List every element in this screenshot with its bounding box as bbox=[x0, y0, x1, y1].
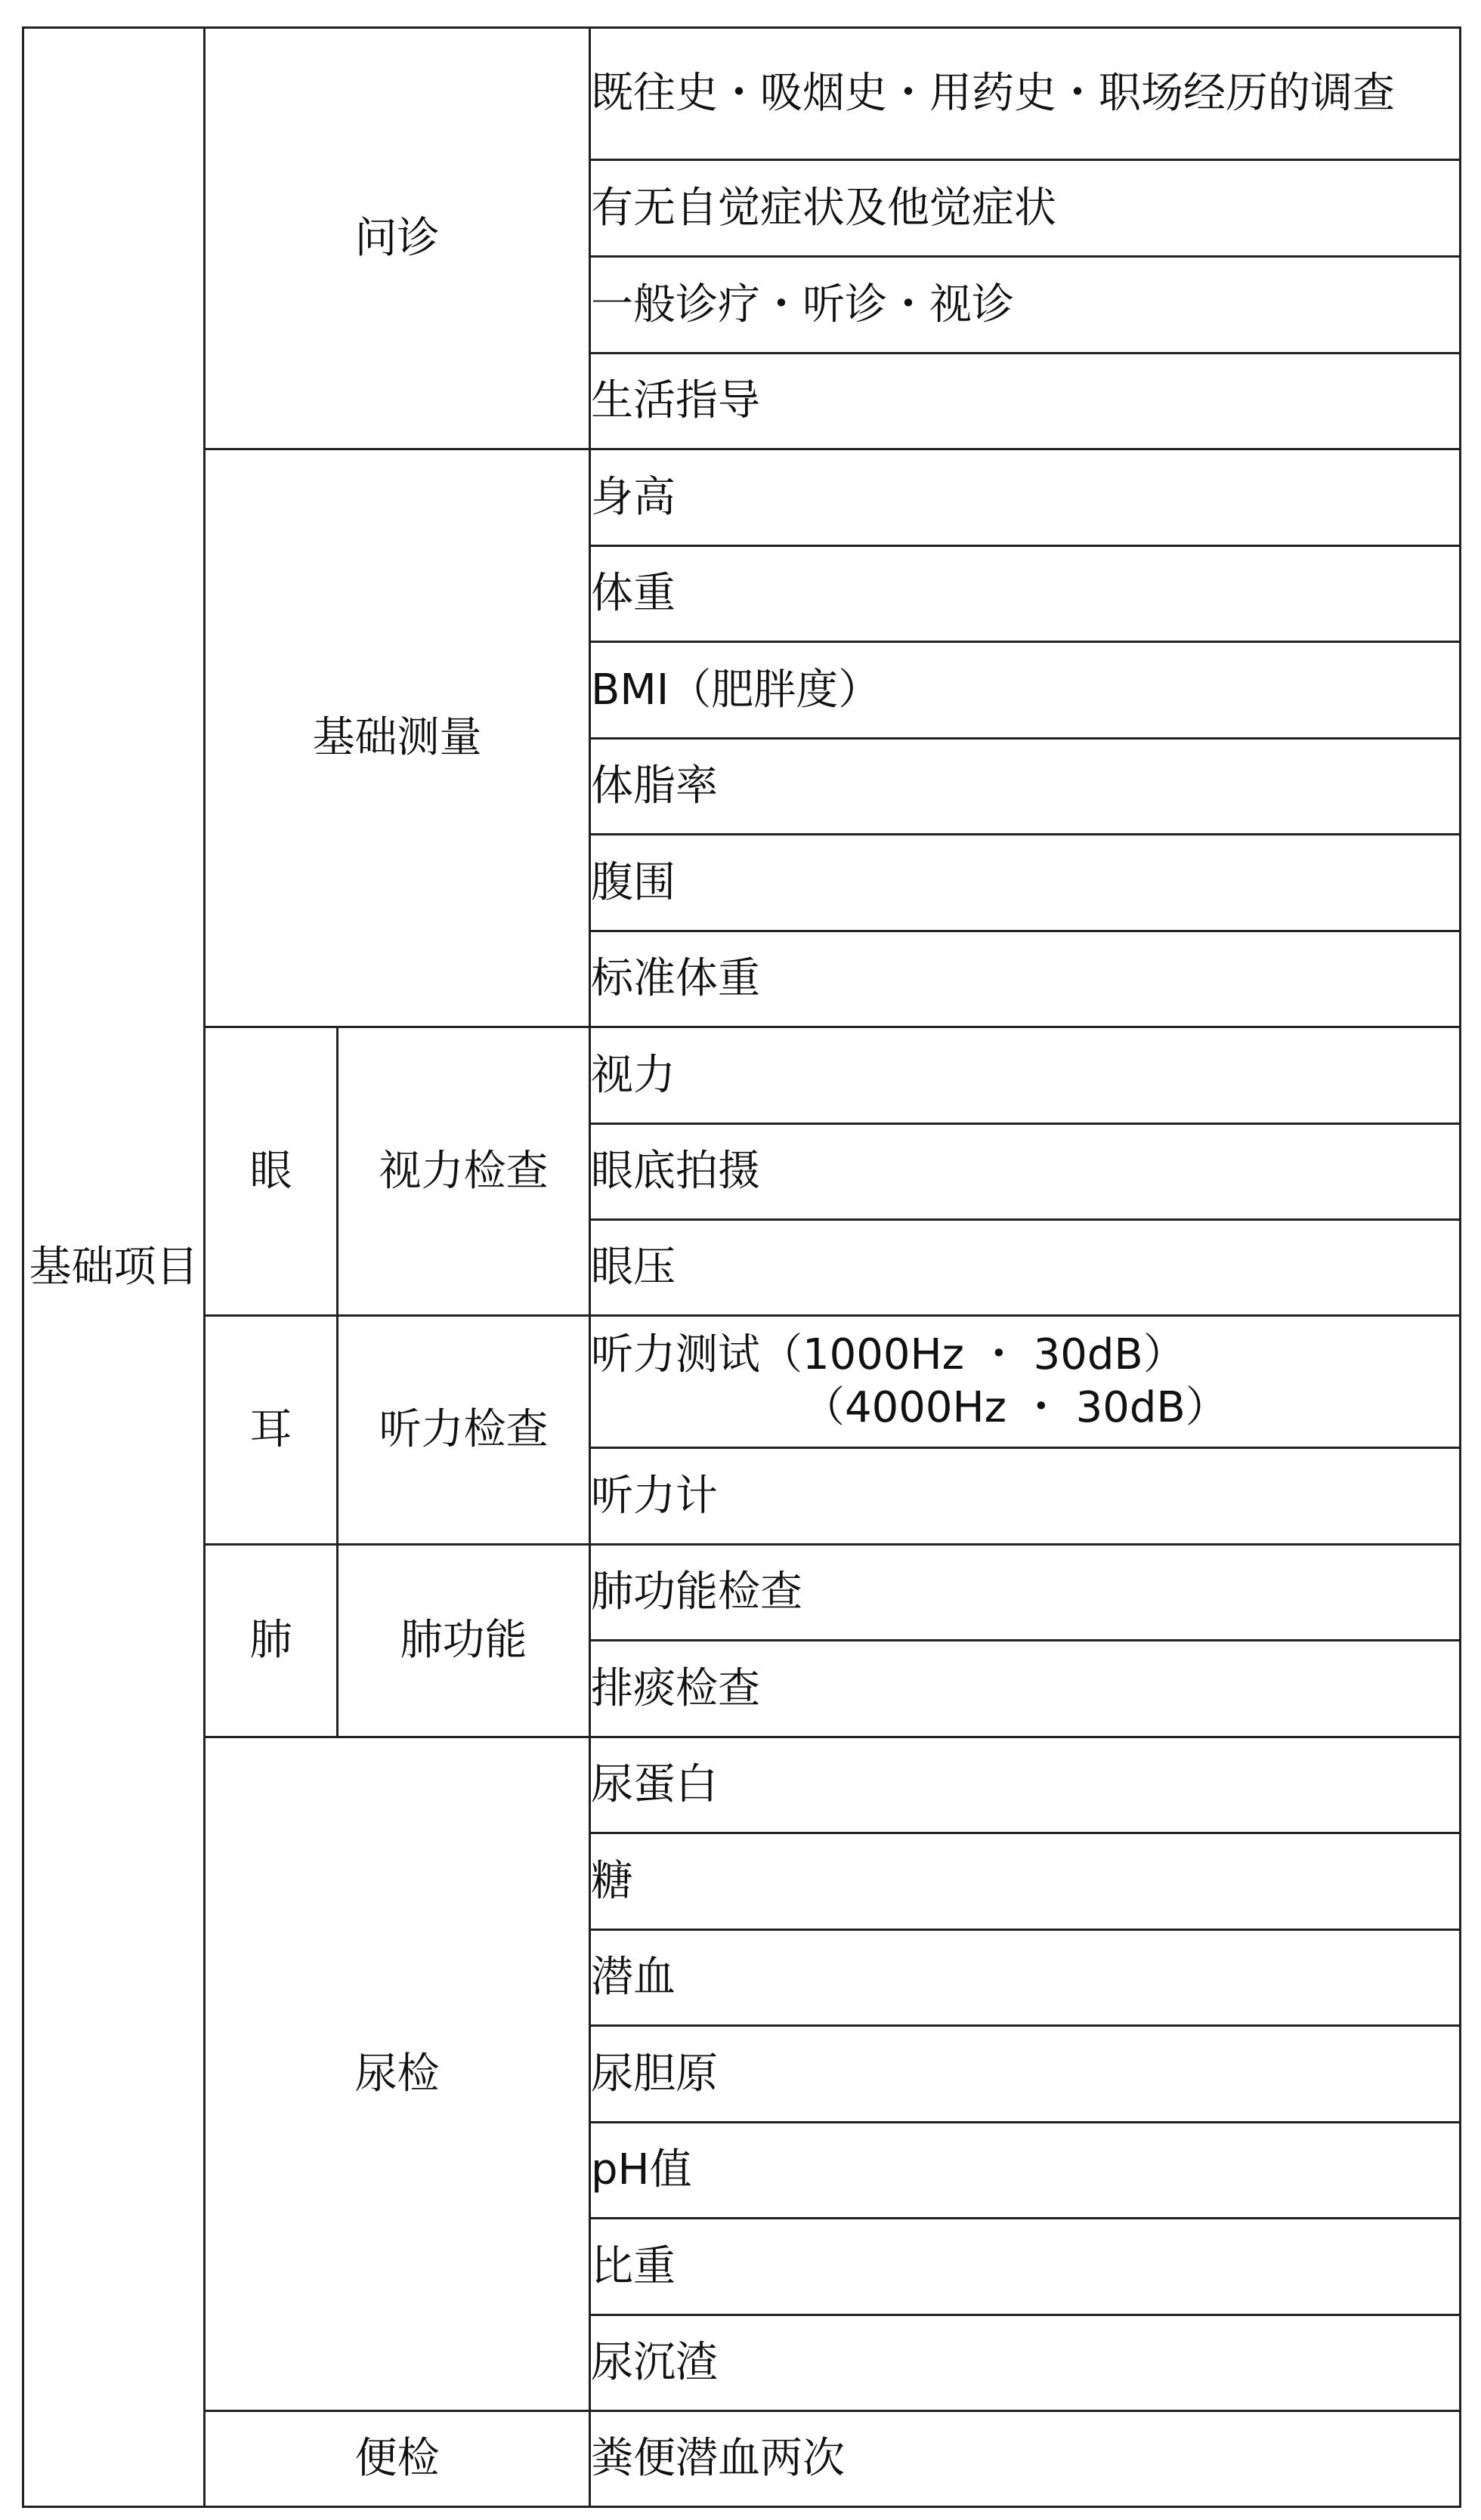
checkup-items-table bbox=[22, 26, 1461, 2508]
stool-test-label-cell: 便检 bbox=[205, 2411, 590, 2507]
urine-item: 潜血 bbox=[590, 1930, 1461, 2026]
ear-item: 听力计 bbox=[590, 1448, 1461, 1545]
urine-item: 糖 bbox=[590, 1833, 1461, 1930]
lung-item: 排痰检查 bbox=[590, 1641, 1461, 1737]
eye-test-label-cell: 视力检查 bbox=[338, 1027, 590, 1316]
eye-item: 眼底拍摄 bbox=[590, 1124, 1461, 1220]
inquiry-item: 有无自觉症状及他觉症状 bbox=[590, 160, 1461, 257]
ear-organ-cell: 耳 bbox=[205, 1316, 338, 1545]
urine-item: pH值 bbox=[590, 2123, 1461, 2219]
urine-test-label-cell: 尿检 bbox=[205, 1737, 590, 2411]
basic-measure-item: BMI（肥胖度） bbox=[590, 642, 1461, 739]
inquiry-item: 生活指导 bbox=[590, 354, 1461, 449]
eye-item: 眼压 bbox=[590, 1220, 1461, 1316]
eye-item: 视力 bbox=[590, 1027, 1461, 1124]
stool-item: 粪便潜血两次 bbox=[590, 2411, 1461, 2507]
basic-measure-item: 标准体重 bbox=[590, 931, 1461, 1027]
inquiry-label-cell: 问诊 bbox=[205, 28, 590, 449]
basic-measure-item: 体脂率 bbox=[590, 739, 1461, 835]
basic-measure-item: 体重 bbox=[590, 546, 1461, 642]
basic-measure-item: 身高 bbox=[590, 449, 1461, 546]
root-category-cell: 基础项目 bbox=[23, 28, 205, 2507]
lung-test-label-cell: 肺功能 bbox=[338, 1545, 590, 1737]
ear-item-hearing-test bbox=[590, 1316, 1461, 1448]
inquiry-item: 一般诊疗・听诊・视诊 bbox=[590, 257, 1461, 354]
basic-measure-label-cell: 基础测量 bbox=[205, 449, 590, 1027]
urine-item: 尿胆原 bbox=[590, 2026, 1461, 2123]
inquiry-item: 既往史・吸烟史・用药史・职场经历的调查 bbox=[590, 28, 1461, 160]
lung-organ-cell: 肺 bbox=[205, 1545, 338, 1737]
urine-item: 尿沉渣 bbox=[590, 2315, 1461, 2411]
ear-test-label-cell: 听力检查 bbox=[338, 1316, 590, 1545]
hearing-test-line-2: （4000Hz ・ 30dB） bbox=[802, 1383, 1228, 1432]
urine-item: 比重 bbox=[590, 2219, 1461, 2315]
basic-measure-item: 腹围 bbox=[590, 835, 1461, 931]
hearing-test-line-1: 听力测试（1000Hz ・ 30dB） bbox=[591, 1330, 1186, 1379]
urine-item: 尿蛋白 bbox=[590, 1737, 1461, 1833]
lung-item: 肺功能检查 bbox=[590, 1545, 1461, 1641]
eye-organ-cell: 眼 bbox=[205, 1027, 338, 1316]
